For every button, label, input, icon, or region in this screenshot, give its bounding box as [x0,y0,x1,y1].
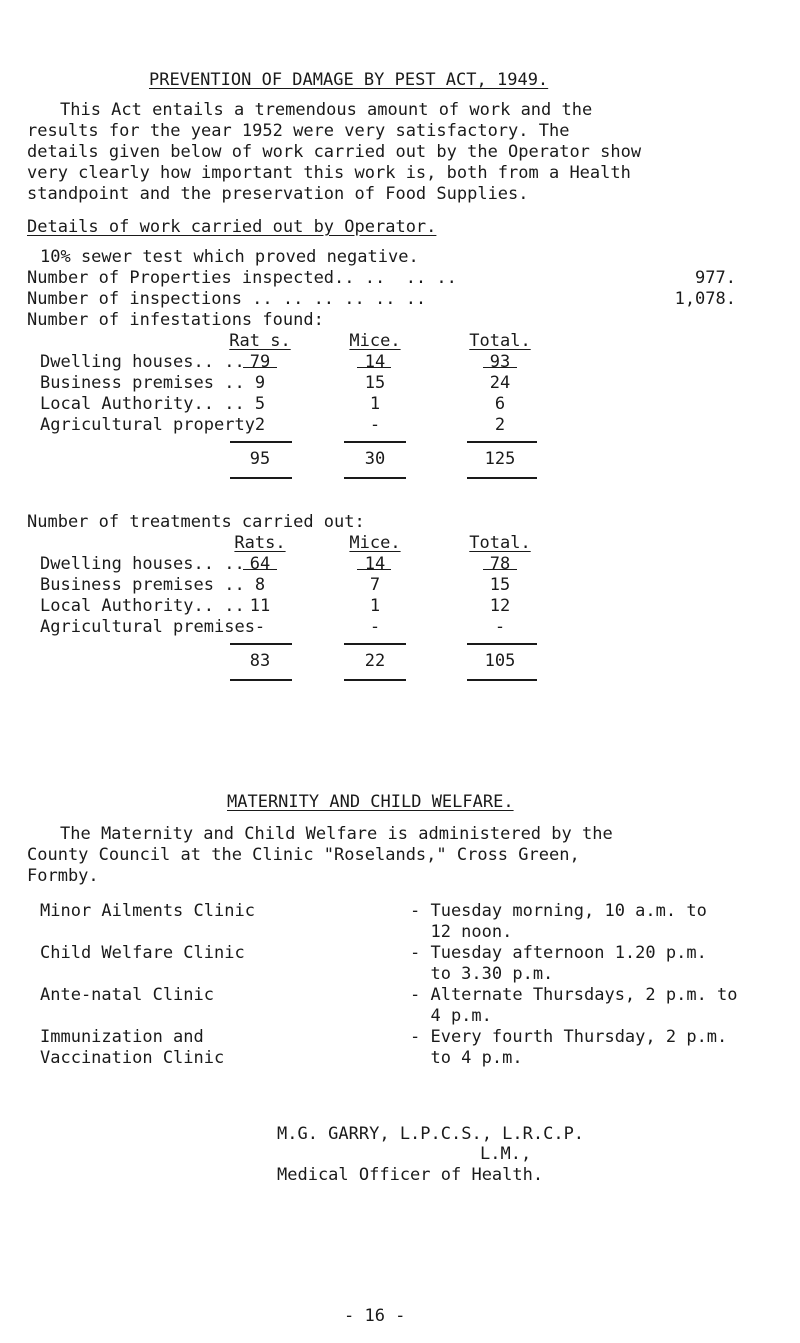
signature-degree: L.M., [480,1144,532,1164]
clinic-name: Immunization and [40,1027,204,1047]
column-header-mice: Mice. [349,533,401,553]
signature-name: M.G. GARRY, L.P.C.S., L.R.C.P. [277,1124,585,1144]
cell-rats: 64 [249,554,271,574]
infestations-label: Number of infestations found: [27,310,324,330]
clinic-name: Minor Ailments Clinic [40,901,255,921]
clinic-time: - Every fourth Thursday, 2 p.m. [410,1027,728,1047]
properties-value: 977. [695,268,736,288]
properties-label: Number of Properties inspected.. .. .. .. [27,268,457,288]
paragraph-line: very clearly how important this work is, both from a Health [27,163,631,183]
total-rule [230,441,292,443]
total-rats: 95 [249,449,271,469]
paragraph-line: Formby. [27,866,99,886]
cell-mice: 15 [364,373,386,393]
inspections-value: 1,078. [674,289,736,309]
column-header-total: Total. [469,331,531,351]
cell-rats: 11 [249,596,271,616]
paragraph-line: details given below of work carried out by the Operator show [27,142,642,162]
total-rule [344,477,406,479]
clinic-time: - Alternate Thursdays, 2 p.m. to [410,985,738,1005]
clinic-time: 12 noon. [410,922,513,942]
row-label: Agricultural premises [40,617,255,637]
clinic-name: Child Welfare Clinic [40,943,245,963]
total-rats: 83 [249,651,271,671]
section-title-pest-act: PREVENTION OF DAMAGE BY PEST ACT, 1949. [149,70,549,90]
cell-total: 93 [489,352,511,372]
cell-total: 6 [494,394,506,414]
row-label: Dwelling houses.. .. [40,352,245,372]
signature-title: Medical Officer of Health. [277,1165,544,1185]
total-total: 125 [484,449,516,469]
treatments-label: Number of treatments carried out: [27,512,365,532]
total-rule [467,643,537,645]
column-header-rats: Rat s. [229,331,291,351]
paragraph-line: County Council at the Clinic "Roselands," Cross Green, [27,845,580,865]
total-rule [230,643,292,645]
sewer-test-line: 10% sewer test which proved negative. [40,247,419,267]
total-rule [344,679,406,681]
column-header-total: Total. [469,533,531,553]
cell-rats: 9 [254,373,266,393]
cell-mice: 14 [364,554,386,574]
total-rule [467,477,537,479]
total-rule [344,643,406,645]
cell-rats: 2 [254,415,266,435]
cell-rats: - [254,617,266,637]
paragraph-line: This Act entails a tremendous amount of work and the [60,100,593,120]
cell-total: 2 [494,415,506,435]
row-label: Local Authority.. .. [40,596,245,616]
paragraph-line: results for the year 1952 were very satisfactory. The [27,121,570,141]
row-label: Dwelling houses.. .. [40,554,245,574]
total-rule [467,441,537,443]
details-heading: Details of work carried out by Operator. [27,217,437,237]
cell-total: 12 [489,596,511,616]
clinic-time: to 3.30 p.m. [410,964,554,984]
cell-rats: 5 [254,394,266,414]
cell-rats: 79 [249,352,271,372]
total-rule [230,679,292,681]
paragraph-line: The Maternity and Child Welfare is administered by the [60,824,613,844]
cell-mice: 1 [369,394,381,414]
cell-mice: 1 [369,596,381,616]
cell-total: 24 [489,373,511,393]
cell-mice: 7 [369,575,381,595]
total-total: 105 [484,651,516,671]
total-rule [467,679,537,681]
total-mice: 30 [364,449,386,469]
paragraph-line: standpoint and the preservation of Food Supplies. [27,184,529,204]
inspections-label: Number of inspections .. .. .. .. .. .. [27,289,427,309]
row-label: Business premises .. [40,575,245,595]
clinic-name: Vaccination Clinic [40,1048,225,1068]
cell-mice: - [369,617,381,637]
clinic-time: - Tuesday afternoon 1.20 p.m. [410,943,707,963]
clinic-time: - Tuesday morning, 10 a.m. to [410,901,707,921]
clinic-time: 4 p.m. [410,1006,492,1026]
clinic-time: to 4 p.m. [410,1048,523,1068]
cell-mice: 14 [364,352,386,372]
page-number: - 16 - [344,1306,406,1326]
cell-rats: 8 [254,575,266,595]
row-label: Business premises .. [40,373,245,393]
cell-total: 15 [489,575,511,595]
column-header-rats: Rats. [234,533,286,553]
cell-mice: - [369,415,381,435]
cell-total: - [494,617,506,637]
section-title-maternity: MATERNITY AND CHILD WELFARE. [227,792,514,812]
cell-total: 78 [489,554,511,574]
total-mice: 22 [364,651,386,671]
row-label: Agricultural property [40,415,255,435]
total-rule [344,441,406,443]
total-rule [230,477,292,479]
clinic-name: Ante-natal Clinic [40,985,214,1005]
column-header-mice: Mice. [349,331,401,351]
row-label: Local Authority.. .. [40,394,245,414]
